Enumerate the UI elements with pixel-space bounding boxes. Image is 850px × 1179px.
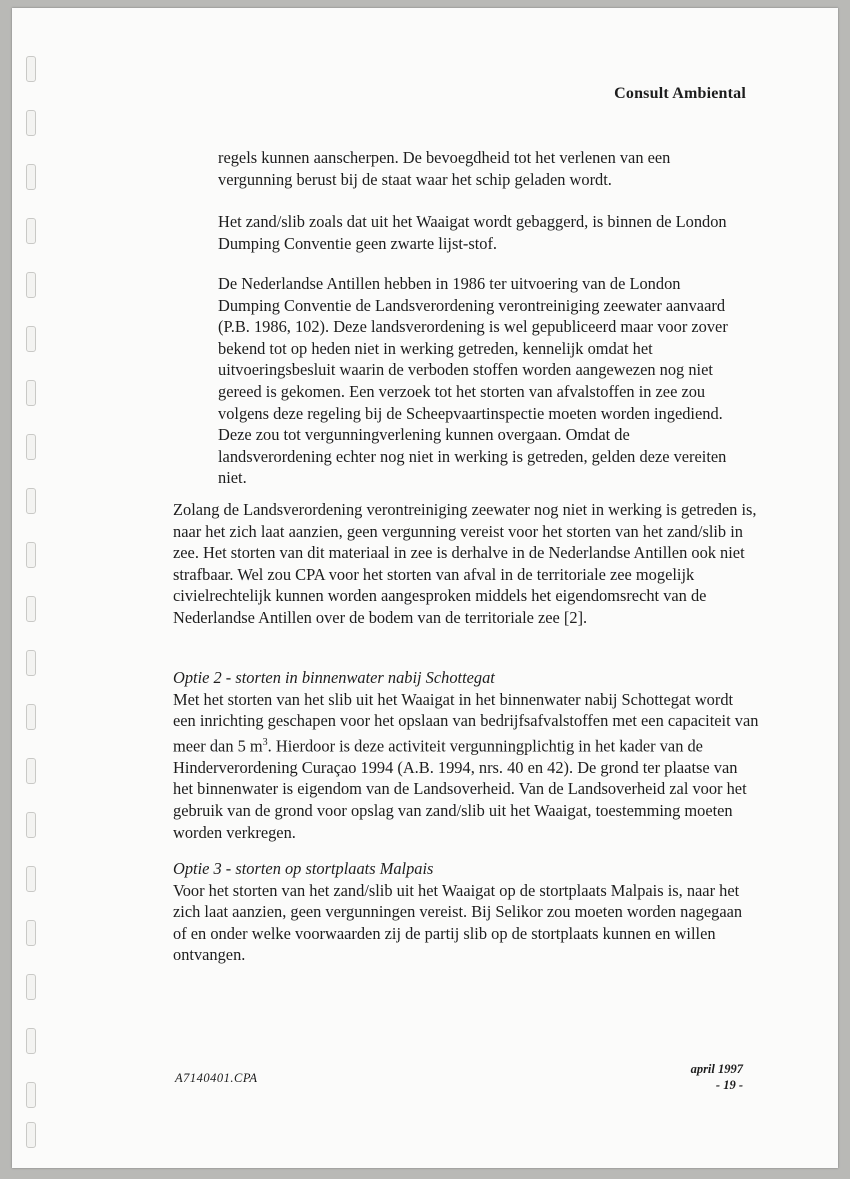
superscript: 3 xyxy=(262,736,268,748)
company-header: Consult Ambiental xyxy=(614,85,746,102)
section-option-3 xyxy=(173,858,759,966)
binder-hole xyxy=(26,758,36,784)
section-heading: Optie 3 - storten op stortplaats Malpais xyxy=(173,859,434,878)
paragraph-3: De Nederlandse Antillen hebben in 1986 ter uitvoering van de London Dumping Conventie de Landsverordening verontreiniging zeewater aanvaard (P.B. 1986, 102). Deze landsverordening is wel gepubliceerd maar voor zover bekend tot op heden niet in werking getreden, kennelijk omdat het uitvoeringsbesluit waarin de verboden stoffen worden aangewezen nog niet gereed is gekomen. Een verzoek tot het storten van afvalstoffen in zee zou volgens deze regeling bij de Scheepvaartinspectie moeten worden ingediend. Deze zou tot vergunningverlening kunnen overgaan. Omdat de landsverordening echter nog niet in werking is getreden, gelden deze vereiten niet. xyxy=(218,274,728,488)
section-option-2 xyxy=(173,667,759,843)
section-text: Voor het storten van het zand/slib uit het Waaigat op de stortplaats Malpais is, naar het zich laat aanzien, geen vergunningen vereist. Bij Selikor zou moeten worden nagegaan of en onder welke voorwaarden zij de partij slib op de stortplaats kunnen en willen ontvangen. xyxy=(173,880,743,965)
binder-hole xyxy=(26,596,36,622)
binder-hole xyxy=(26,380,36,406)
binder-hole xyxy=(26,434,36,460)
page-number: - 19 - xyxy=(715,1078,743,1092)
paragraph-1: regels kunnen aanscherpen. De bevoegdheid tot het verlenen van een vergunning berust bij de staat waar het schip geladen wordt. xyxy=(218,148,671,189)
binder-hole xyxy=(26,542,36,568)
binder-hole xyxy=(26,272,36,298)
binder-hole xyxy=(26,812,36,838)
section-heading: Optie 2 - storten in binnenwater nabij Schottegat xyxy=(173,668,495,687)
binder-hole xyxy=(26,1122,36,1148)
document-code: A7140401.CPA xyxy=(175,1071,258,1085)
binder-hole xyxy=(26,110,36,136)
section-text-part: . Hierdoor is deze activiteit vergunningplichtig in het kader van de Hinderverordening Curaçao 1994 (A.B. 1994, nrs. 40 en 42). De grond ter plaatse van het binnenwater is eigendom van de Landsoverheid. Van de Landsoverheid zal voor het gebruik van de grond voor opslag van zand/slib uit het Waaigat, toestemming moeten worden verkregen. xyxy=(173,736,747,842)
binder-hole xyxy=(26,650,36,676)
binder-holes xyxy=(26,8,46,1168)
section-text-part: Met het storten van het slib uit het Waaigat in het binnenwater nabij Schottegat wordt een inrichting geschapen voor het opslaan van bedrijfsafvalstoffen met een capaciteit van meer dan 5 m xyxy=(173,689,759,756)
section-text xyxy=(173,689,759,844)
binder-hole xyxy=(26,1028,36,1054)
document-page xyxy=(12,8,838,1168)
binder-hole xyxy=(26,1082,36,1108)
binder-hole xyxy=(26,218,36,244)
footer-date: april 1997 xyxy=(690,1062,743,1076)
paragraph-4: Zolang de Landsverordening verontreiniging zeewater nog niet in werking is getreden is, naar het zich laat aanzien, geen vergunning vereist voor het storten van het zand/slib in zee. Het storten van dit materiaal in zee is derhalve in de Nederlandse Antillen ook niet strafbaar. Wel zou CPA voor het storten van afval in de territoriale zee mogelijk civielrechtelijk kunnen worden aangesproken middels het eigendomsrecht van de Nederlandse Antillen over de bodem van de territoriale zee [2]. xyxy=(173,500,757,627)
binder-hole xyxy=(26,866,36,892)
footer-date-page xyxy=(691,1061,743,1093)
binder-hole xyxy=(26,920,36,946)
binder-hole xyxy=(26,326,36,352)
binder-hole xyxy=(26,164,36,190)
binder-hole xyxy=(26,704,36,730)
binder-hole xyxy=(26,974,36,1000)
binder-hole xyxy=(26,488,36,514)
binder-hole xyxy=(26,56,36,82)
paragraph-2: Het zand/slib zoals dat uit het Waaigat wordt gebaggerd, is binnen de London Dumping Conventie geen zwarte lijst-stof. xyxy=(218,212,727,253)
